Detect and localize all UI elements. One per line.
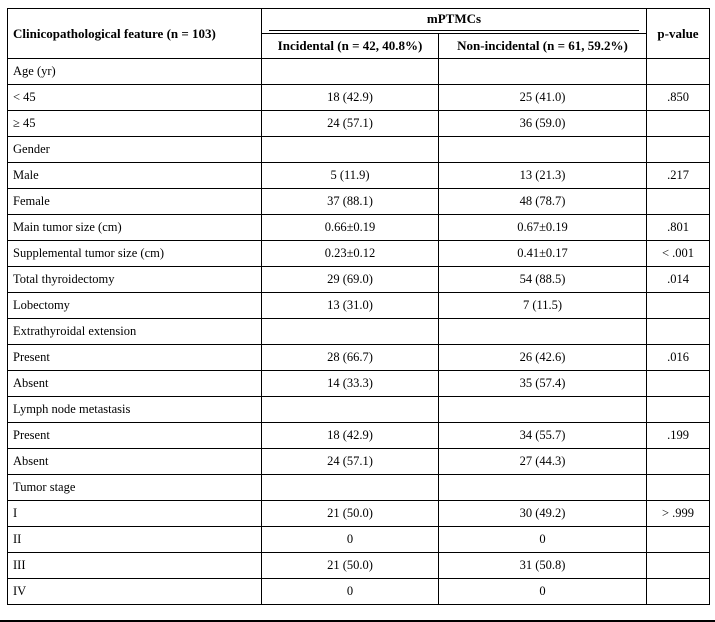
row-pvalue-cell (647, 475, 710, 501)
row-pvalue-cell: .014 (647, 267, 710, 293)
row-incidental-cell: 5 (11.9) (262, 163, 439, 189)
row-feature-cell: Total thyroidectomy (8, 267, 262, 293)
row-feature-cell: Lymph node metastasis (8, 397, 262, 423)
row-incidental-cell: 14 (33.3) (262, 371, 439, 397)
row-non-incidental-cell: 0 (439, 527, 647, 553)
row-feature-cell: Tumor stage (8, 475, 262, 501)
row-feature-cell: Absent (8, 371, 262, 397)
table-row (8, 85, 710, 111)
table-row (8, 137, 710, 163)
row-feature-cell: Male (8, 163, 262, 189)
row-incidental-cell: 0.23±0.12 (262, 241, 439, 267)
row-non-incidental-cell: 0.67±0.19 (439, 215, 647, 241)
table-row (8, 397, 710, 423)
table-row (8, 293, 710, 319)
row-non-incidental-cell: 0 (439, 579, 647, 605)
row-non-incidental-cell (439, 319, 647, 345)
row-incidental-cell: 29 (69.0) (262, 267, 439, 293)
row-pvalue-cell (647, 449, 710, 475)
row-feature-cell: Gender (8, 137, 262, 163)
row-non-incidental-cell (439, 475, 647, 501)
results-table (7, 8, 710, 605)
row-feature-cell: Absent (8, 449, 262, 475)
row-feature-cell: < 45 (8, 85, 262, 111)
row-pvalue-cell: .199 (647, 423, 710, 449)
row-feature-cell: II (8, 527, 262, 553)
row-pvalue-cell (647, 137, 710, 163)
table-row (8, 371, 710, 397)
table-row (8, 423, 710, 449)
row-pvalue-cell (647, 397, 710, 423)
row-pvalue-cell: .801 (647, 215, 710, 241)
row-incidental-cell: 0 (262, 579, 439, 605)
row-pvalue-cell (647, 189, 710, 215)
table-row (8, 189, 710, 215)
row-pvalue-cell: .850 (647, 85, 710, 111)
row-non-incidental-cell: 31 (50.8) (439, 553, 647, 579)
row-incidental-cell: 21 (50.0) (262, 501, 439, 527)
row-incidental-cell: 21 (50.0) (262, 553, 439, 579)
row-non-incidental-cell: 48 (78.7) (439, 189, 647, 215)
row-non-incidental-cell: 34 (55.7) (439, 423, 647, 449)
row-incidental-cell (262, 319, 439, 345)
row-non-incidental-cell: 26 (42.6) (439, 345, 647, 371)
row-non-incidental-cell: 35 (57.4) (439, 371, 647, 397)
row-non-incidental-cell: 36 (59.0) (439, 111, 647, 137)
table-header (8, 9, 710, 59)
row-pvalue-cell (647, 111, 710, 137)
row-non-incidental-cell (439, 137, 647, 163)
table-row (8, 579, 710, 605)
row-pvalue-cell (647, 527, 710, 553)
row-incidental-cell: 18 (42.9) (262, 85, 439, 111)
row-non-incidental-cell: 30 (49.2) (439, 501, 647, 527)
table-row (8, 319, 710, 345)
row-incidental-cell: 13 (31.0) (262, 293, 439, 319)
header-non-incidental: Non-incidental (n = 61, 59.2%) (439, 34, 647, 59)
row-feature-cell: I (8, 501, 262, 527)
row-non-incidental-cell: 0.41±0.17 (439, 241, 647, 267)
row-incidental-cell (262, 475, 439, 501)
row-feature-cell: Present (8, 423, 262, 449)
row-pvalue-cell: .016 (647, 345, 710, 371)
row-feature-cell: Present (8, 345, 262, 371)
row-feature-cell: IV (8, 579, 262, 605)
row-feature-cell: Extrathyroidal extension (8, 319, 262, 345)
row-incidental-cell: 24 (57.1) (262, 449, 439, 475)
row-feature-cell: III (8, 553, 262, 579)
row-incidental-cell: 0.66±0.19 (262, 215, 439, 241)
row-incidental-cell: 37 (88.1) (262, 189, 439, 215)
row-pvalue-cell: .217 (647, 163, 710, 189)
row-non-incidental-cell: 27 (44.3) (439, 449, 647, 475)
row-pvalue-cell: < .001 (647, 241, 710, 267)
row-incidental-cell: 0 (262, 527, 439, 553)
row-feature-cell: Age (yr) (8, 59, 262, 85)
table-row (8, 59, 710, 85)
header-group-label: mPTMCs (426, 11, 482, 26)
row-pvalue-cell (647, 59, 710, 85)
row-feature-cell: Supplemental tumor size (cm) (8, 241, 262, 267)
row-incidental-cell (262, 59, 439, 85)
row-non-incidental-cell (439, 397, 647, 423)
row-feature-cell: ≥ 45 (8, 111, 262, 137)
table-row (8, 345, 710, 371)
table-row (8, 215, 710, 241)
row-pvalue-cell (647, 319, 710, 345)
table-row (8, 553, 710, 579)
table-row (8, 163, 710, 189)
table-row (8, 475, 710, 501)
row-incidental-cell: 28 (66.7) (262, 345, 439, 371)
row-incidental-cell: 24 (57.1) (262, 111, 439, 137)
table-row (8, 267, 710, 293)
table-row (8, 527, 710, 553)
row-non-incidental-cell: 13 (21.3) (439, 163, 647, 189)
table-row (8, 501, 710, 527)
table-row (8, 449, 710, 475)
row-non-incidental-cell: 54 (88.5) (439, 267, 647, 293)
row-feature-cell: Main tumor size (cm) (8, 215, 262, 241)
table-row (8, 241, 710, 267)
row-pvalue-cell: > .999 (647, 501, 710, 527)
table-body (8, 59, 710, 605)
header-feature: Clinicopathological feature (n = 103) (8, 9, 262, 59)
row-incidental-cell (262, 137, 439, 163)
row-pvalue-cell (647, 579, 710, 605)
row-incidental-cell: 18 (42.9) (262, 423, 439, 449)
row-pvalue-cell (647, 553, 710, 579)
header-incidental: Incidental (n = 42, 40.8%) (262, 34, 439, 59)
row-feature-cell: Female (8, 189, 262, 215)
row-pvalue-cell (647, 293, 710, 319)
row-non-incidental-cell: 7 (11.5) (439, 293, 647, 319)
row-non-incidental-cell (439, 59, 647, 85)
row-pvalue-cell (647, 371, 710, 397)
table-row (8, 111, 710, 137)
row-incidental-cell (262, 397, 439, 423)
header-group-mptmcs (262, 9, 647, 34)
row-feature-cell: Lobectomy (8, 293, 262, 319)
group-underline (269, 30, 639, 31)
header-pvalue: p-value (647, 9, 710, 59)
row-non-incidental-cell: 25 (41.0) (439, 85, 647, 111)
